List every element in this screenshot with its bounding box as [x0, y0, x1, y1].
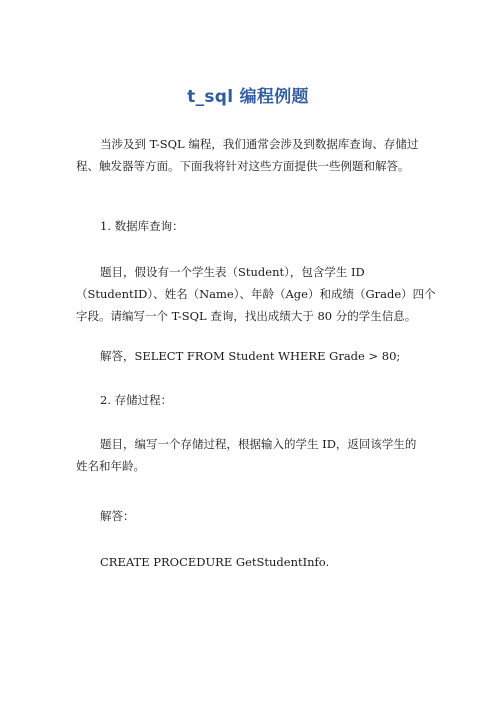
- answer-2-code: CREATE PROCEDURE GetStudentInfo.: [100, 555, 330, 569]
- question-2-line-2: 姓名和年龄。: [76, 459, 145, 473]
- document-title: t_sql 编程例题: [187, 87, 309, 107]
- question-1-line-1: 题目，假设有一个学生表（Student），包含学生 ID: [100, 265, 365, 279]
- answer-2-label: 解答：: [100, 509, 135, 523]
- question-1-line-3: 字段。请编写一个 T-SQL 查询，找出成绩大于 80 分的学生信息。: [76, 309, 417, 323]
- answer-1: 解答，SELECT FROM Student WHERE Grade > 80;: [100, 349, 401, 363]
- section-1-heading: 1. 数据库查询：: [100, 219, 184, 233]
- question-1-line-2: （StudentID）、姓名（Name）、年龄（Age）和成绩（Grade）四个: [76, 287, 436, 301]
- section-2-heading: 2. 存储过程：: [100, 393, 173, 407]
- question-2-line-1: 题目，编写一个存储过程，根据输入的学生 ID，返回该学生的: [100, 437, 417, 451]
- intro-line-1: 当涉及到 T-SQL 编程，我们通常会涉及到数据库查询、存储过: [100, 137, 419, 151]
- intro-line-2: 程、触发器等方面。下面我将针对这些方面提供一些例题和解答。: [76, 159, 410, 173]
